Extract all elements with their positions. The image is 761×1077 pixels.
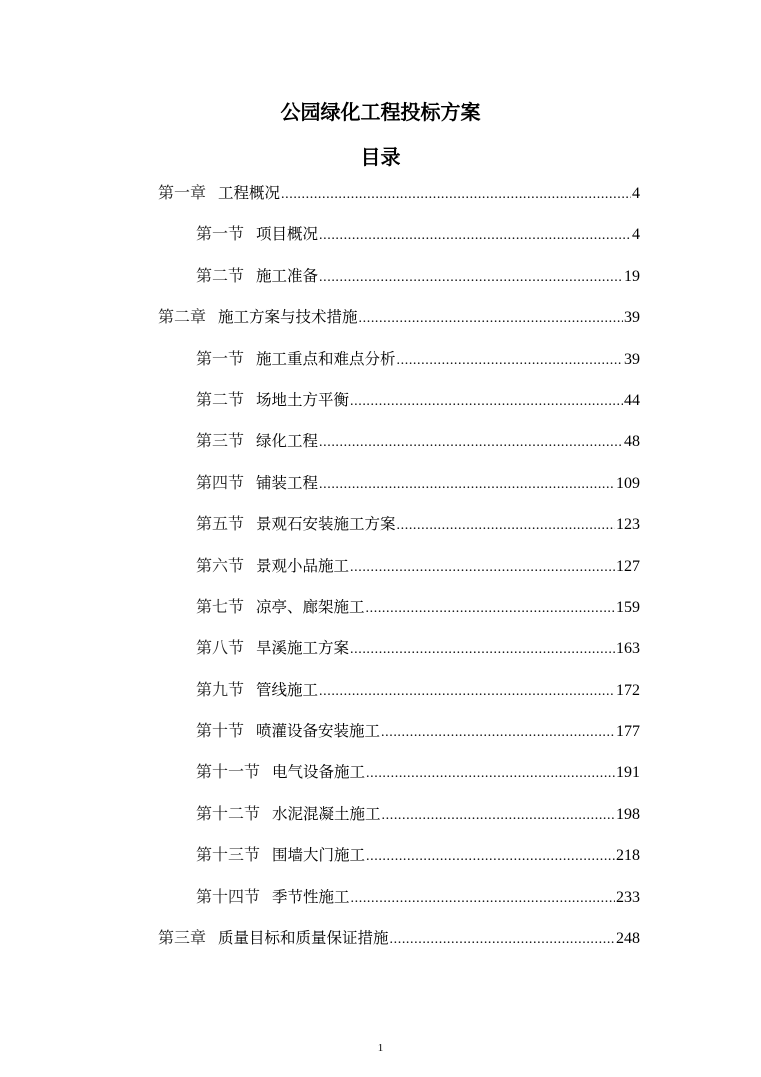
entry-title: 景观石安装施工方案 — [256, 515, 396, 534]
entry-number: 第三章 — [158, 930, 207, 948]
toc-entry-section[interactable] — [0, 635, 640, 676]
toc-entry-section[interactable] — [0, 801, 640, 842]
dot-leader — [397, 513, 615, 539]
entry-page: 159 — [616, 598, 640, 616]
dot-leader — [350, 555, 615, 581]
entry-page: 39 — [624, 309, 640, 327]
entry-title: 场地土方平衡 — [256, 390, 350, 409]
entry-page: 198 — [616, 805, 640, 823]
entry-number: 第十三节 — [196, 847, 261, 865]
entry-number: 第一节 — [196, 350, 245, 368]
entry-page: 19 — [624, 267, 640, 285]
dot-leader — [319, 472, 615, 498]
entry-title: 项目概况 — [256, 225, 319, 244]
entry-page: 248 — [616, 930, 640, 948]
toc-entry-section[interactable] — [0, 677, 640, 718]
entry-title: 质量目标和质量保证措施 — [218, 929, 389, 948]
toc-entry-section[interactable] — [0, 263, 640, 304]
toc-entry-chapter[interactable] — [0, 180, 640, 221]
dot-leader — [319, 430, 623, 456]
entry-page: 44 — [624, 391, 640, 409]
toc-entry-section[interactable] — [0, 470, 640, 511]
entry-number: 第八节 — [196, 640, 245, 658]
dot-leader — [359, 306, 623, 332]
entry-number: 第十节 — [196, 723, 245, 741]
toc-entry-section[interactable] — [0, 842, 640, 883]
toc-entry-section[interactable] — [0, 594, 640, 635]
toc-entry-section[interactable] — [0, 428, 640, 469]
toc-heading: 目录 — [360, 145, 401, 169]
entry-title: 水泥混凝土施工 — [272, 804, 381, 823]
table-of-contents — [0, 180, 761, 966]
dot-leader — [366, 844, 615, 870]
dot-leader — [382, 803, 615, 829]
dot-leader — [350, 389, 623, 415]
entry-page: 4 — [632, 185, 640, 202]
entry-title: 管线施工 — [256, 680, 319, 699]
entry-number: 第二节 — [196, 391, 245, 409]
entry-title: 凉亭、廊架施工 — [256, 597, 365, 616]
entry-number: 第五节 — [196, 516, 245, 534]
entry-title: 施工重点和难点分析 — [256, 349, 396, 368]
entry-number: 第二节 — [196, 267, 245, 285]
entry-number: 第一章 — [158, 185, 207, 202]
dot-leader — [390, 927, 615, 953]
entry-number: 第六节 — [196, 557, 245, 575]
document-title: 公园绿化工程投标方案 — [280, 100, 481, 124]
entry-title: 施工方案与技术措施 — [218, 308, 358, 327]
entry-page: 233 — [616, 888, 640, 906]
entry-number: 第三节 — [196, 433, 245, 451]
dot-leader — [381, 720, 615, 746]
entry-number: 第四节 — [196, 474, 245, 492]
entry-title: 景观小品施工 — [256, 556, 350, 575]
toc-entry-section[interactable] — [0, 387, 640, 428]
page-number: 1 — [377, 1042, 384, 1054]
entry-title: 季节性施工 — [272, 887, 350, 906]
entry-page: 218 — [616, 847, 640, 865]
entry-page: 191 — [616, 764, 640, 782]
dot-leader — [350, 637, 615, 663]
toc-entry-section[interactable] — [0, 511, 640, 552]
entry-title: 电气设备施工 — [272, 763, 366, 782]
entry-number: 第一节 — [196, 226, 245, 244]
entry-page: 123 — [616, 516, 640, 534]
toc-entry-chapter[interactable] — [0, 304, 640, 345]
toc-entry-section[interactable] — [0, 718, 640, 759]
toc-entry-section[interactable] — [0, 759, 640, 800]
entry-title: 喷灌设备安装施工 — [256, 722, 381, 741]
entry-number: 第十四节 — [196, 888, 261, 906]
dot-leader — [281, 182, 631, 208]
entry-page: 172 — [616, 681, 640, 699]
entry-number: 第九节 — [196, 681, 245, 699]
dot-leader — [366, 596, 615, 622]
toc-entry-section[interactable] — [0, 553, 640, 594]
dot-leader — [366, 761, 615, 787]
entry-title: 工程概况 — [218, 184, 281, 202]
dot-leader — [319, 223, 631, 249]
entry-title: 绿化工程 — [256, 432, 319, 451]
entry-number: 第二章 — [158, 309, 207, 327]
dot-leader — [319, 265, 623, 291]
entry-page: 127 — [616, 557, 640, 575]
entry-title: 铺装工程 — [256, 473, 319, 492]
entry-number: 第七节 — [196, 598, 245, 616]
dot-leader — [351, 886, 615, 912]
toc-entry-section[interactable] — [0, 884, 640, 925]
entry-title: 施工准备 — [256, 266, 319, 285]
dot-leader — [319, 679, 615, 705]
toc-entry-chapter[interactable] — [0, 925, 640, 966]
entry-page: 48 — [624, 433, 640, 451]
entry-page: 39 — [624, 350, 640, 368]
toc-entry-section[interactable] — [0, 346, 640, 387]
toc-entry-section[interactable] — [0, 221, 640, 262]
entry-title: 围墙大门施工 — [272, 846, 366, 865]
dot-leader — [397, 348, 623, 374]
entry-page: 109 — [616, 474, 640, 492]
entry-title: 旱溪施工方案 — [256, 639, 350, 658]
entry-number: 第十一节 — [196, 764, 261, 782]
entry-page: 4 — [632, 226, 640, 244]
entry-page: 163 — [616, 640, 640, 658]
entry-number: 第十二节 — [196, 805, 261, 823]
entry-page: 177 — [616, 723, 640, 741]
